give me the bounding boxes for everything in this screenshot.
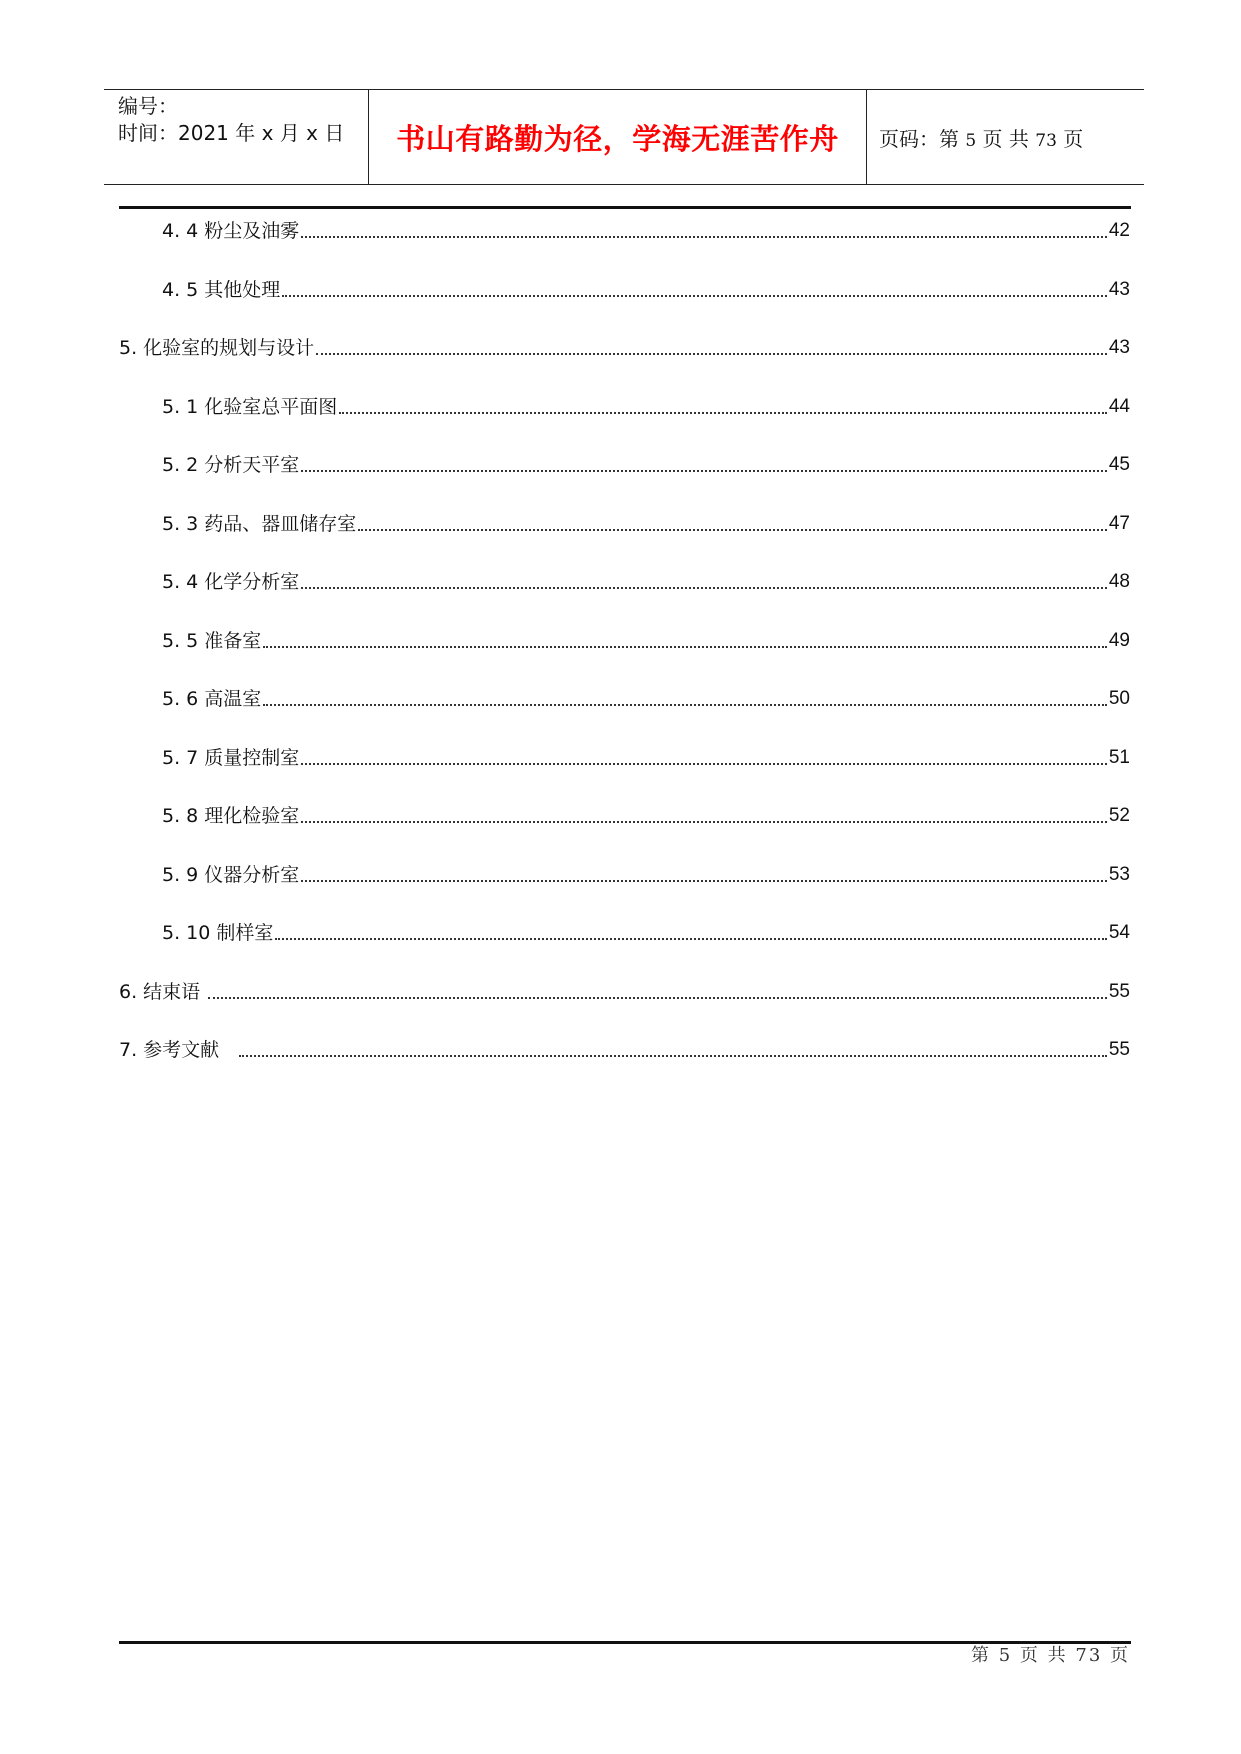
toc-entry-page: 55 [1108,1039,1130,1060]
toc-entry-page: 43 [1108,278,1130,300]
toc-entry-page: 53 [1108,863,1130,885]
toc-dot-leader [358,529,1107,531]
toc-entry-title: 5. 9 仪器分析室 [162,863,300,886]
toc-entry[interactable] [119,332,1130,360]
header-page-code [879,123,1083,152]
toc-entry-page: 47 [1108,512,1130,534]
toc-entry-title: 5. 3 药品、器皿储存室 [162,512,357,535]
footer-page-number: 第 5 页 共 73 页 [971,1645,1130,1666]
toc-entry-page: 51 [1108,746,1130,768]
toc-entry-title: 5. 化验室的规划与设计 [119,337,315,359]
toc-entry-page: 48 [1108,571,1130,592]
header-motto-cell [368,90,867,184]
toc-entry-page: 43 [1108,337,1130,358]
toc-entry[interactable] [162,625,1130,653]
toc-entry[interactable] [162,508,1130,536]
document-time-label: 时间：2021 年 x 月 x 日 [118,121,345,145]
toc-entry[interactable] [162,449,1130,477]
toc-entry[interactable] [162,566,1130,594]
toc-entry-title: 5. 7 质量控制室 [162,746,300,769]
page-header [104,89,1144,185]
toc-entry[interactable] [162,215,1130,243]
toc-dot-leader [301,763,1107,765]
toc-dot-leader [301,821,1107,823]
top-divider [119,206,1131,209]
header-info-cell [104,90,368,184]
toc-dot-leader [339,412,1107,414]
toc-entry-title: 5. 6 高温室 [162,688,262,710]
toc-entry-title: 5. 5 准备室 [162,629,262,652]
toc-entry-page: 45 [1108,454,1130,475]
toc-entry-title: 4. 5 其他处理 [162,278,281,301]
toc-entry[interactable] [162,391,1130,419]
toc-entry-title: 5. 1 化验室总平面图 [162,395,338,418]
header-page-total: 73 [1035,130,1057,151]
toc-dot-leader [282,295,1107,297]
header-page-cell [867,90,1144,184]
toc-entry-title: 5. 10 制样室 [162,922,274,944]
toc-entry-title: 4. 4 粉尘及油雾 [162,220,300,242]
document-code-label: 编号： [118,94,178,118]
toc-dot-leader [239,1055,1107,1057]
toc-dot-leader [301,880,1107,882]
toc-entry[interactable] [162,742,1130,770]
toc-entry-page: 54 [1108,922,1130,943]
toc-entry[interactable] [162,683,1130,711]
toc-entry[interactable] [162,800,1130,828]
toc-dot-leader [301,587,1107,589]
toc-dot-leader [208,997,1107,999]
toc-entry-title: 5. 2 分析天平室 [162,454,300,476]
toc-dot-leader [263,704,1107,706]
toc-entry-page: 55 [1108,980,1130,1002]
toc-entry-page: 50 [1108,688,1130,709]
header-motto: 书山有路勤为径，学海无涯苦作舟 [396,121,839,156]
toc-dot-leader [263,646,1107,648]
toc-dot-leader [316,353,1107,355]
header-page-current: 5 [965,130,977,151]
toc-entry[interactable] [162,917,1130,945]
toc-dot-leader [275,938,1106,940]
toc-entry-title: 5. 8 理化检验室 [162,805,300,827]
toc-entry[interactable] [119,1034,1130,1062]
toc-entry-page: 42 [1108,220,1130,241]
header-page-mid: 页 共 [982,126,1029,151]
header-page-suffix: 页 [1063,126,1084,151]
toc-entry-title: 6. 结束语 [119,980,207,1003]
toc-entry-title: 7. 参考文献 [119,1039,238,1061]
toc-dot-leader [301,236,1107,238]
header-page-prefix: 页码：第 [879,126,959,151]
toc-entry[interactable] [162,274,1130,302]
toc-entry[interactable] [119,976,1130,1004]
toc-entry-page: 44 [1108,395,1130,417]
toc-entry-page: 52 [1108,805,1130,826]
toc-entry-title: 5. 4 化学分析室 [162,571,300,593]
toc-entry-page: 49 [1108,629,1130,651]
toc-entry[interactable] [162,859,1130,887]
toc-dot-leader [301,470,1107,472]
